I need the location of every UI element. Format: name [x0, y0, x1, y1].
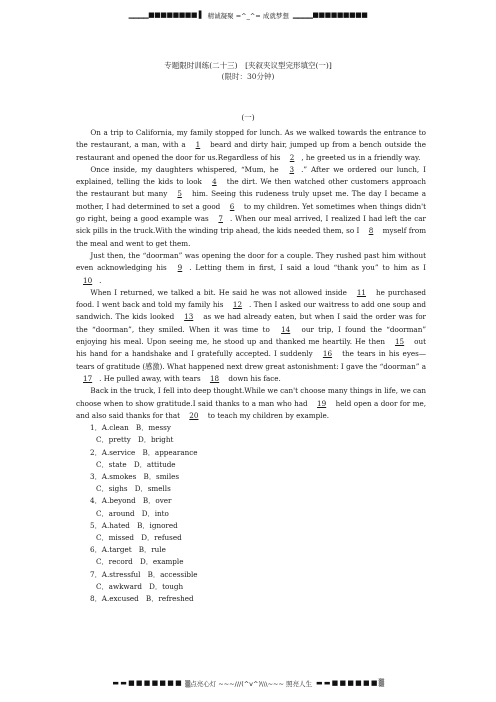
paragraph-3: [76, 250, 426, 287]
option-line: C．record D．example: [96, 557, 184, 567]
option-line: C．awkward D．tough: [96, 581, 184, 591]
option-line: 2．A.service B．appearance: [90, 447, 198, 457]
text-span: he purchased food. I went back and told my family his: [76, 287, 426, 310]
text-span: the tears in his eyes—tears of gratitude (感激). What happened next drew great astonishment: I gave the “doorman” a: [76, 349, 427, 371]
text-span: the dirt. We then watched other customers approach the restaurant but many: [76, 177, 426, 199]
text-span: held open a door for me, and also said thanks for that: [76, 398, 426, 420]
paragraph-5: [76, 385, 426, 422]
text-span: .” After we ordered our lunch, I explained, telling the kids to look: [76, 164, 426, 187]
text-span: Once inside, my daughters whispered, “Mum, he: [90, 164, 283, 174]
blank-19: 19: [317, 398, 327, 408]
paragraph-4: [76, 287, 426, 385]
text-span: to teach my children by example.: [205, 410, 330, 420]
header-right-decoration: ▁▁▁▁■■■■■■■■■: [292, 11, 368, 19]
blank-3: 3: [289, 164, 295, 174]
blank-15: 15: [394, 337, 405, 347]
text-span: .: [99, 275, 102, 285]
time-limit: (限时：30分钟): [221, 72, 275, 81]
text-span: . He pulled away, with tears: [99, 373, 203, 383]
option-line: 8．A.excused B．refreshed: [90, 593, 194, 603]
blank-13: 13: [184, 312, 194, 322]
blank-11: 11: [356, 287, 367, 297]
text-span: Back in the truck, I fell into deep thought.While we can't choose many things in life, we can choose when to show gratitude.I said thanks to a man who had: [76, 386, 426, 408]
option-line: C．missed D．refused: [96, 532, 182, 542]
blank-12: 12: [232, 300, 243, 310]
option-line: 7．A.stressful B．accessible: [90, 569, 198, 579]
text-span: On a trip to California, my family stopped for lunch. As we walked towards the entrance to the restaurant, a man, with a: [76, 128, 426, 150]
text-span: . Letting them in first, I said a loud “thank you” to him as I: [189, 263, 426, 273]
header-left-decoration: ▁▁▁▁■■■■■■■■ ▌: [128, 11, 204, 19]
option-line: 3．A.smokes B．smiles: [90, 471, 180, 481]
text-span: him. Seeing this rudeness truly upset me. The day I became a mother, I had determined to set a good: [76, 189, 426, 211]
paragraph-2: [76, 164, 426, 250]
page-title: 专题限时训练(二十三) [夹叙夹议型完形填空(一)]: [164, 61, 332, 70]
blank-7: 7: [218, 214, 223, 224]
text-span: When I returned, we talked a bit. He said he was not allowed inside: [90, 287, 350, 297]
option-line: C．state D．attitude: [96, 459, 176, 469]
blank-10: 10: [83, 275, 93, 285]
blank-1: 1: [195, 140, 201, 150]
text-span: myself from the meal and went to get them.: [76, 226, 427, 248]
answer-options: [76, 422, 426, 605]
option-line: 5．A.hated B．ignored: [90, 520, 178, 530]
text-span: beard and dirty hair, jumped up from a bench outside the restaurant and opened the door for us.Regardless of his: [76, 140, 426, 162]
blank-6: 6: [229, 201, 235, 211]
option-line: 1．A.clean B．messy: [90, 423, 171, 433]
footer-right-decoration: ▬ ▬ ■ ■ ■ ■ ■ ■ ▒: [315, 679, 384, 687]
text-span: Just then, the “doorman” was opening the door for a couple. They rushed past him without even acknowledging his: [76, 250, 426, 273]
paragraph-1: [76, 127, 426, 164]
header-motto: 精诚凝聚 =^_^= 成就梦想: [207, 11, 289, 20]
text-span: . Then I asked our waitress to add one soup and sandwich. The kids looked: [76, 300, 426, 322]
option-line: C．around D．into: [96, 508, 169, 518]
blank-8: 8: [368, 226, 374, 236]
footer-left-decoration: ▬ ▬ ■ ■ ■ ■ ■ ■ ■: [112, 679, 182, 687]
text-span: to my children. Yet sometimes when things didn't go right, being a good example was: [76, 201, 426, 224]
blank-5: 5: [177, 189, 182, 199]
blank-17: 17: [83, 373, 93, 383]
text-span: as we had already eaten, but when I said the order was for the “doorman”, they smiled. When it was time to: [76, 312, 426, 334]
blank-2: 2: [289, 152, 295, 162]
passage-content: [76, 127, 426, 605]
blank-9: 9: [177, 263, 183, 273]
title-block: [0, 60, 496, 82]
option-line: C．sighs D．smells: [96, 484, 171, 494]
text-span: down his face.: [226, 373, 281, 383]
blank-20: 20: [189, 410, 199, 420]
blank-18: 18: [209, 373, 220, 383]
header-band: [0, 8, 496, 22]
option-line: 4．A.beyond B．over: [90, 496, 172, 506]
footer-motto: ▒点亮心灯 ~~~///(^v^)\\\~~~ 照亮人生: [185, 679, 312, 688]
text-span: out his hand for a handshake and I gratefully accepted. I suddenly: [76, 337, 426, 359]
section-label: (一): [241, 113, 255, 122]
option-line: 6．A.target B．rule: [90, 545, 166, 555]
option-line: C．pretty D．bright: [96, 435, 174, 445]
text-span: , he greeted us in a friendly way.: [301, 152, 421, 162]
blank-14: 14: [281, 324, 291, 334]
text-span: . When our meal arrived, I realized I had left the car sick pills in the truck.With the winding trip ahead, the kids needed them, so I: [76, 214, 426, 236]
footer-band: [0, 676, 496, 690]
blank-16: 16: [322, 349, 333, 359]
blank-4: 4: [212, 177, 217, 187]
text-span: our trip, I found the “doorman” enjoying his meal. Upon seeing me, he stood up and thanked me heartily. He then: [76, 324, 426, 347]
